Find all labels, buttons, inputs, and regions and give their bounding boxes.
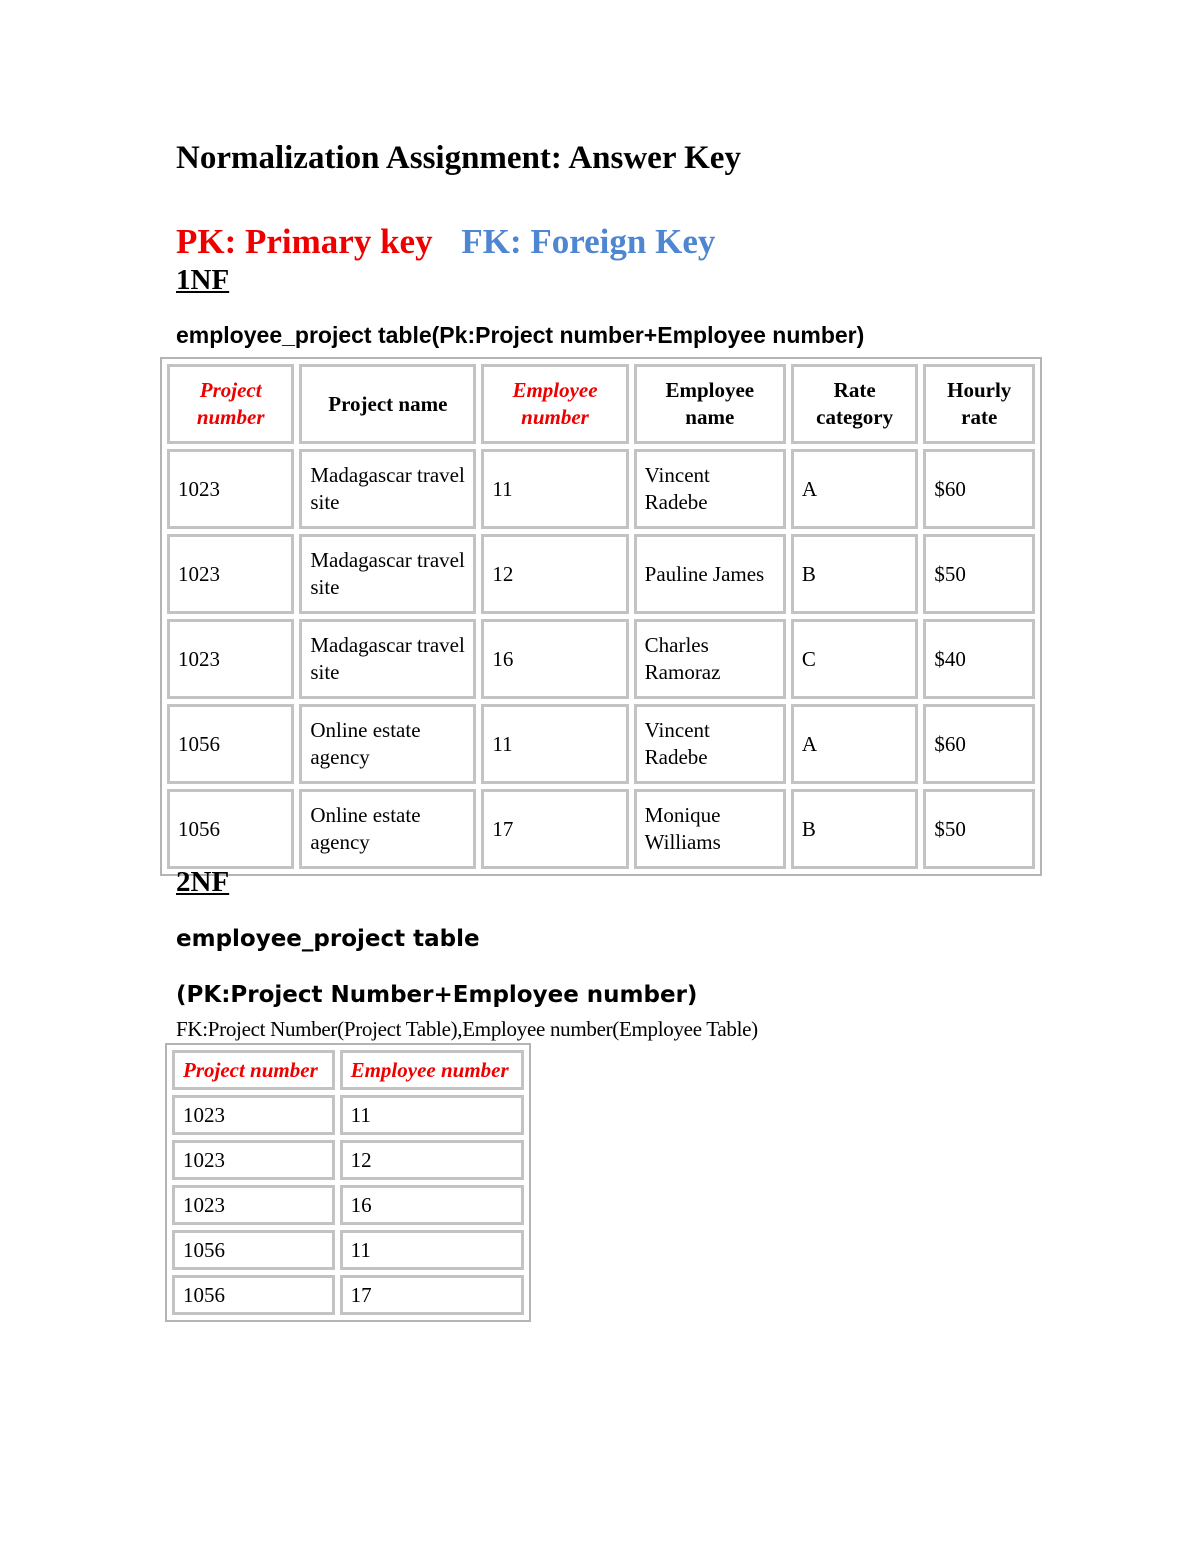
- table-1nf: [160, 357, 1042, 876]
- table-cell: 12: [340, 1140, 524, 1180]
- column-header: Employee name: [634, 364, 786, 444]
- table-row: [172, 1230, 524, 1270]
- table-cell: Monique Williams: [634, 789, 786, 869]
- table-cell: C: [791, 619, 918, 699]
- table-cell: Online estate agency: [299, 704, 476, 784]
- table-cell: A: [791, 704, 918, 784]
- table-cell: B: [791, 789, 918, 869]
- table-cell: B: [791, 534, 918, 614]
- table-cell: 11: [481, 704, 628, 784]
- table-row: [172, 1185, 524, 1225]
- table-cell: 11: [340, 1095, 524, 1135]
- table-cell: Madagascar travel site: [299, 449, 476, 529]
- table-cell: Vincent Radebe: [634, 449, 786, 529]
- table-cell: $60: [923, 449, 1035, 529]
- column-header: Project name: [299, 364, 476, 444]
- table-cell: 1023: [172, 1185, 335, 1225]
- table-cell: $50: [923, 534, 1035, 614]
- table-row: [167, 789, 1035, 869]
- table-cell: 1023: [167, 619, 294, 699]
- foreign-key-legend: FK: Foreign Key: [461, 222, 716, 261]
- table-cell: 1023: [172, 1095, 335, 1135]
- table-cell: $40: [923, 619, 1035, 699]
- table-cell: $60: [923, 704, 1035, 784]
- table-row: [167, 619, 1035, 699]
- table-cell: 1056: [172, 1230, 335, 1270]
- column-header: Project number: [167, 364, 294, 444]
- table-cell: 1023: [167, 449, 294, 529]
- column-header: Employee number: [481, 364, 628, 444]
- table-cell: $50: [923, 789, 1035, 869]
- table-cell: 1056: [167, 704, 294, 784]
- table-2nf: [165, 1043, 531, 1322]
- table-cell: 11: [481, 449, 628, 529]
- table-cell: Vincent Radebe: [634, 704, 786, 784]
- table-cell: 11: [340, 1230, 524, 1270]
- table-row: [172, 1275, 524, 1315]
- table-cell: A: [791, 449, 918, 529]
- table-cell: Pauline James: [634, 534, 786, 614]
- column-header: Rate category: [791, 364, 918, 444]
- page-title: Normalization Assignment: Answer Key: [176, 140, 741, 176]
- column-header: Project number: [172, 1050, 335, 1090]
- table-header-row: [172, 1050, 524, 1090]
- table-cell: Madagascar travel site: [299, 619, 476, 699]
- table-cell: 17: [481, 789, 628, 869]
- table-cell: 1056: [167, 789, 294, 869]
- section-heading-1nf: 1NF: [176, 264, 230, 296]
- table-row: [167, 449, 1035, 529]
- table-caption-1nf: employee_project table(Pk:Project number+Employee number): [176, 322, 865, 348]
- table-row: [172, 1140, 524, 1180]
- primary-key-legend: PK: Primary key: [176, 222, 433, 261]
- column-header: Employee number: [340, 1050, 524, 1090]
- table-header-row: [167, 364, 1035, 444]
- table-cell: Online estate agency: [299, 789, 476, 869]
- column-header: Hourly rate: [923, 364, 1035, 444]
- section-heading-2nf: 2NF: [176, 866, 230, 898]
- table-cell: Charles Ramoraz: [634, 619, 786, 699]
- table-cell: 1056: [172, 1275, 335, 1315]
- key-legend: [176, 222, 715, 262]
- table-cell: Madagascar travel site: [299, 534, 476, 614]
- primary-key-caption-2nf: (PK:Project Number+Employee number): [176, 982, 698, 1008]
- table-row: [167, 534, 1035, 614]
- table-cell: 16: [340, 1185, 524, 1225]
- table-cell: 12: [481, 534, 628, 614]
- table-cell: 1023: [167, 534, 294, 614]
- table-cell: 16: [481, 619, 628, 699]
- table-caption-2nf: employee_project table: [176, 926, 480, 952]
- table-cell: 1023: [172, 1140, 335, 1180]
- table-row: [167, 704, 1035, 784]
- foreign-key-line-2nf: FK:Project Number(Project Table),Employee number(Employee Table): [176, 1017, 758, 1041]
- table-cell: 17: [340, 1275, 524, 1315]
- table-row: [172, 1095, 524, 1135]
